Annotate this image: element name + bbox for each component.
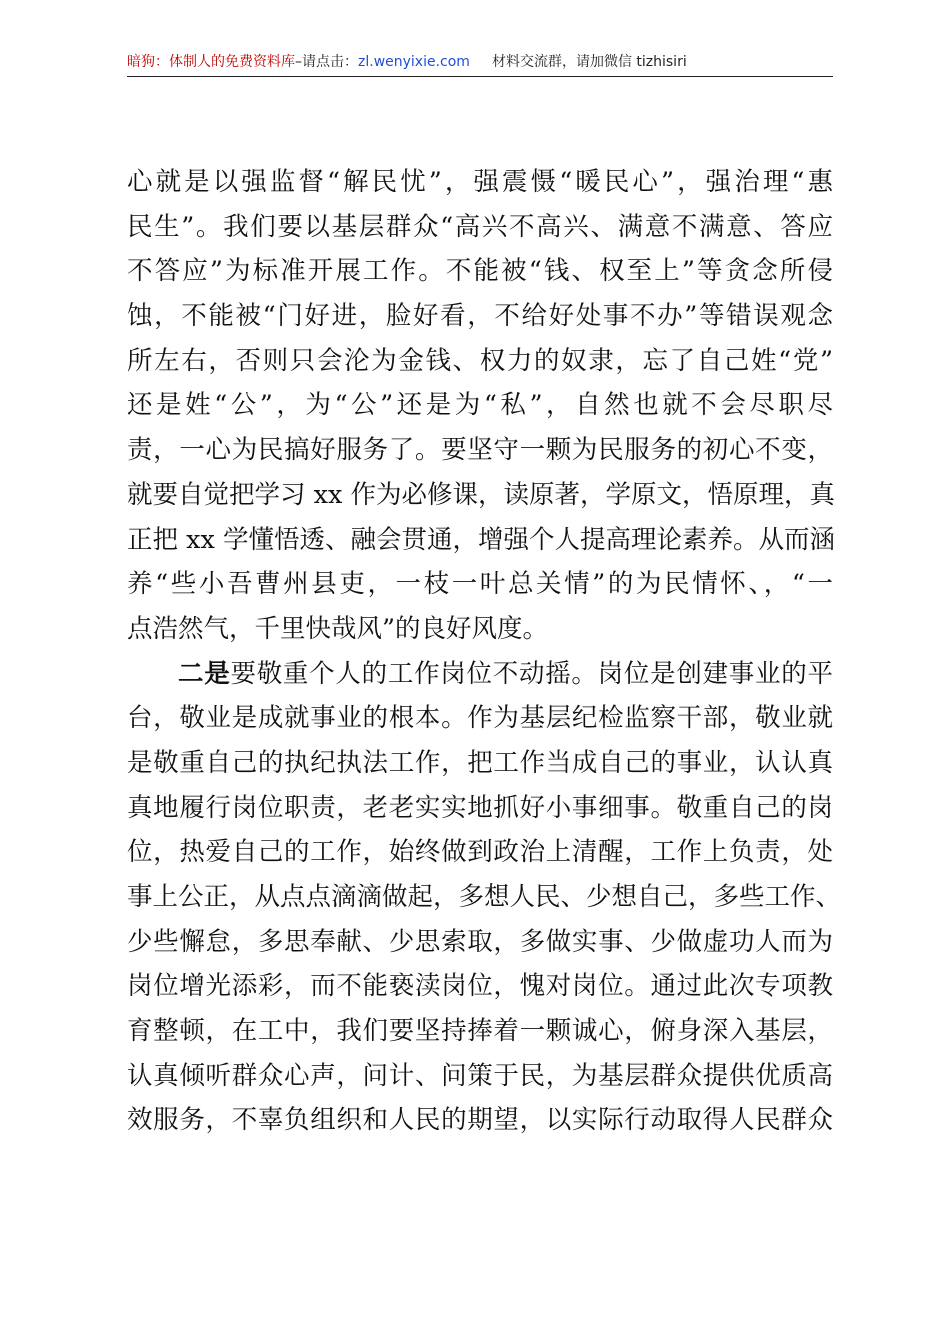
text-line: 育整顿，在工中，我们要坚持捧着一颗诚心，俯身深入基层， [127,1016,833,1047]
paragraph-first-line-rest: 要敬重个人的工作岗位不动摇。岗位是创建事业的平 [230,658,833,689]
text-line: 正把 xx 学懂悟透、融会贯通，增强个人提高理论素养。从而涵 [127,524,835,555]
text-line: 是敬重自己的执纪执法工作，把工作当成自己的事业，认认真 [127,747,833,778]
paragraph-1 [127,160,833,652]
text-line: 蚀，不能被“门好进，脸好看，不给好处事不办”等错误观念 [127,301,833,332]
text-line: 责，一心为民搞好服务了。要坚守一颗为民服务的初心不变， [127,435,833,466]
text-line: 效服务，不辜负组织和人民的期望，以实际行动取得人民群众 [127,1105,833,1136]
text-line: 不答应”为标准开展工作。不能被“钱、权至上”等贪念所侵 [127,256,833,287]
text-line: 就要自觉把学习 xx 作为必修课，读原著，学原文，悟原理，真 [127,479,835,510]
text-line [127,652,833,697]
text-line: 还是姓“公”，为“公”还是为“私”，自然也就不会尽职尽 [127,390,833,421]
text-line: 真地履行岗位职责，老老实实地抓好小事细事。敬重自己的岗 [127,792,833,823]
text-line: 养“些小吾曹州县吏，一枝一叶总关情”的为民情怀、，“一 [127,569,833,600]
text-line: 点浩然气，千里快哉风”的良好风度。 [127,613,549,644]
document-body [127,160,842,1143]
text-line: 台，敬业是成就事业的根本。作为基层纪检监察干部，敬业就 [127,703,833,734]
text-line: 认真倾听群众心声，问计、问策于民，为基层群众提供优质高 [127,1060,833,1091]
header-site-link[interactable]: zl.wenyixie.com [358,54,470,70]
page-header [127,52,833,77]
header-wechat-note: 材料交流群，请加微信 tizhisiri [491,54,687,70]
paragraph-2 [127,652,842,1144]
text-line: 少些懈怠，多思奉献、少思索取，多做实事、少做虚功人而为 [127,926,833,957]
text-line: 位，热爱自己的工作，始终做到政治上清醒，工作上负责，处 [127,837,833,868]
text-line: 事上公正，从点点滴滴做起，多想人民、少想自己，多些工作、 [127,882,842,912]
text-line: 民生”。我们要以基层群众“高兴不高兴、满意不满意、答应 [127,211,833,242]
paragraph-lead: 二是 [178,658,231,689]
text-line: 心就是以强监督“解民忧”，强震慑“暖民心”，强治理“惠 [127,167,833,197]
header-site-name: 暗狗：体制人的免费资料库 [127,54,295,70]
header-click-prompt: –请点击： [295,54,358,70]
text-line: 所左右，否则只会沦为金钱、权力的奴隶，忘了自己姓“党” [127,345,833,376]
text-line: 岗位增光添彩，而不能亵渎岗位，愧对岗位。通过此次专项教 [127,971,833,1002]
